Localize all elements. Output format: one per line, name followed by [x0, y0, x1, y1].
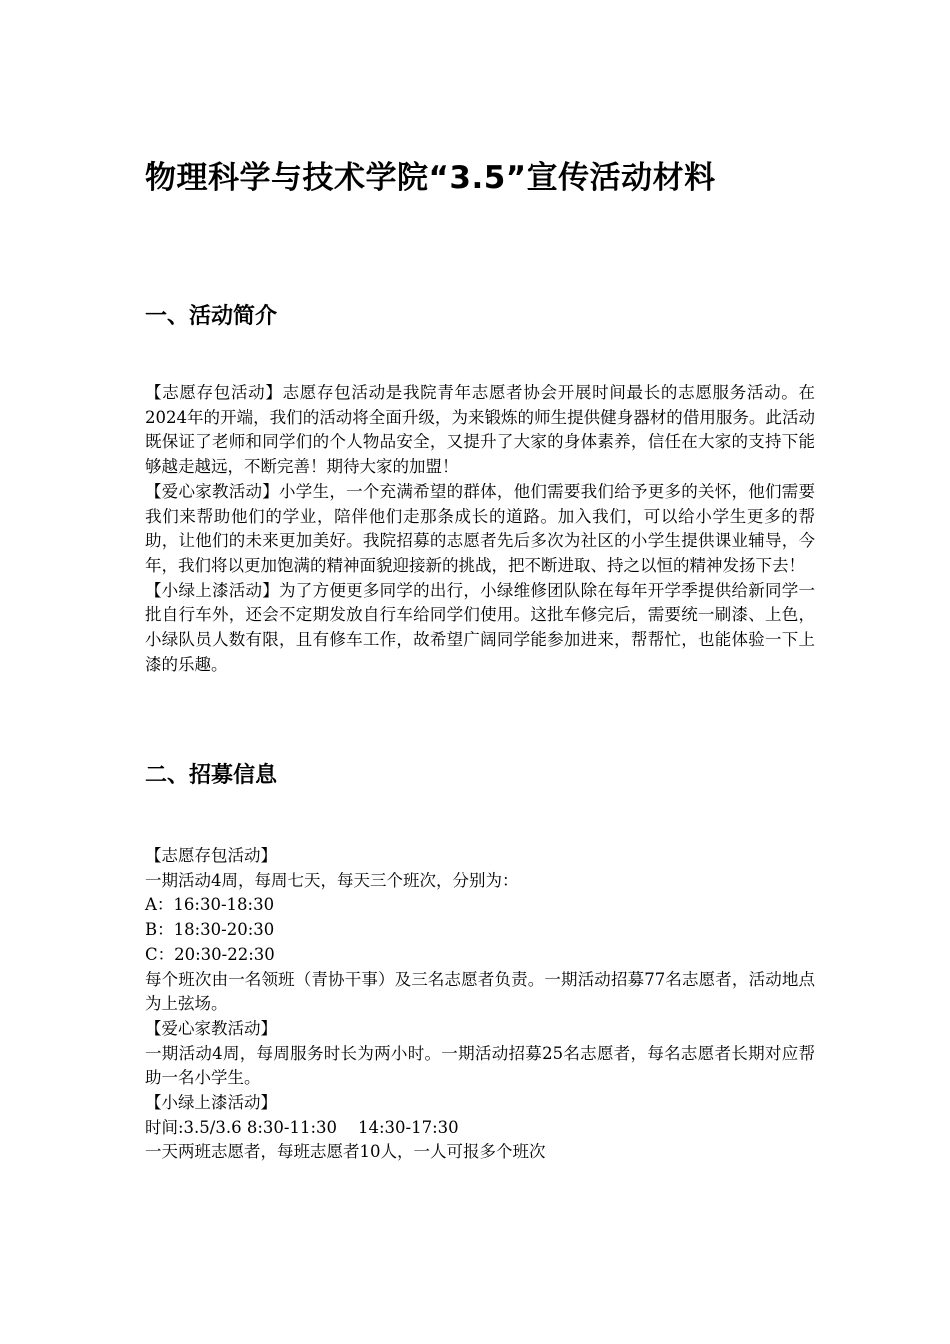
tutor-activity-title: 【爱心家教活动】	[145, 1018, 277, 1038]
section-heading-activity-intro: 一、活动简介	[145, 304, 278, 329]
bag-activity-schedule: 一期活动4周，每周七天，每天三个班次，分别为：	[145, 870, 519, 890]
paint-activity-detail: 一天两班志愿者，每班志愿者10人，一人可报多个班次	[145, 1142, 546, 1162]
tutor-activity-detail: 一期活动4周，每周服务时长为两小时。一期活动招募25名志愿者，每名志愿者长期对应帮助一名小学生。	[145, 1043, 815, 1088]
paragraph-tutoring: 【爱心家教活动】小学生，一个充满希望的群体，他们需要我们给予更多的关怀，他们需要我们来帮助他们的学业，陪伴他们走那条成长的道路。加入我们，可以给小学生更多的帮助，让他们的未来更加美好。我院招募的志愿者先后多次为社区的小学生提供课业辅导，今年，我们将以更加饱满的精神面貌迎接新的挑战，把不断进取、持之以恒的精神发扬下去！	[145, 481, 815, 575]
paragraph-bag-storage: 【志愿存包活动】志愿存包活动是我院青年志愿者协会开展时间最长的志愿服务活动。在2024年的开端，我们的活动将全面升级，为来锻炼的师生提供健身器材的借用服务。此活动既保证了老师和同学们的个人物品安全，又提升了大家的身体素养，信任在大家的支持下能够越走越远，不断完善！期待大家的加盟！	[145, 383, 815, 477]
bag-shift-a: A：16:30-18:30	[145, 895, 275, 915]
paragraph-bike-painting: 【小绿上漆活动】为了方便更多同学的出行，小绿维修团队除在每年开学季提供给新同学一批自行车外，还会不定期发放自行车给同学们使用。这批车修完后，需要统一刷漆、上色，小绿队员人数有限，且有修车工作，故希望广阔同学能参加进来，帮帮忙，也能体验一下上漆的乐趣。	[145, 580, 815, 674]
bag-activity-title: 【志愿存包活动】	[145, 846, 277, 865]
paint-activity-title: 【小绿上漆活动】	[145, 1093, 277, 1113]
bag-activity-detail: 每个班次由一名领班（青协干事）及三名志愿者负责。一期活动招募77名志愿者，活动地点为上弦场。	[145, 969, 815, 1014]
section-heading-recruitment: 二、招募信息	[145, 763, 278, 788]
activity-intro-section	[145, 381, 815, 677]
document-title: 物理科学与技术学院“3.5”宣传活动材料	[145, 160, 716, 196]
recruitment-section	[145, 844, 815, 1165]
paint-activity-time: 时间:3.5/3.6 8:30-11:30 14:30-17:30	[145, 1117, 459, 1137]
bag-shift-c: C：20:30-22:30	[145, 944, 275, 964]
bag-shift-b: B：18:30-20:30	[145, 920, 275, 940]
